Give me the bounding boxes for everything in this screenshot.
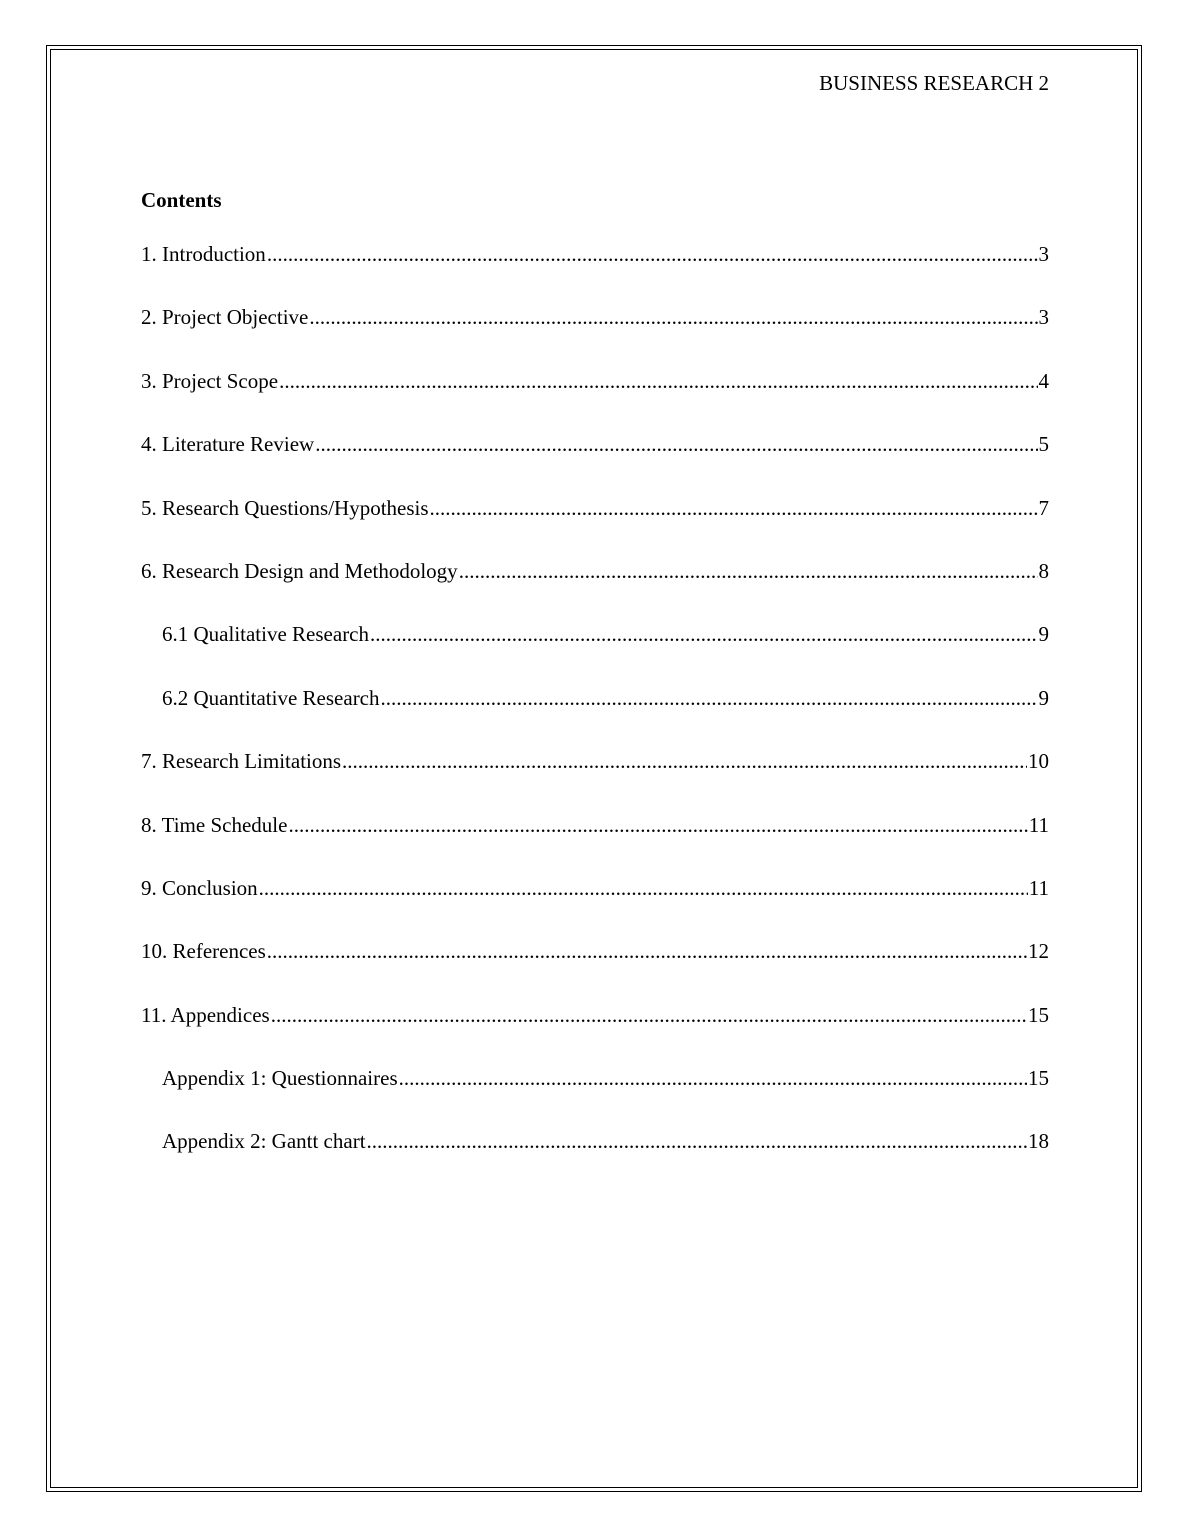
toc-entry-title: 10. References bbox=[141, 939, 266, 964]
toc-dot-leader bbox=[279, 368, 1037, 394]
toc-dot-leader bbox=[399, 1065, 1027, 1091]
toc-entry-time-schedule[interactable] bbox=[141, 812, 1049, 875]
toc-entry-title: 7. Research Limitations bbox=[141, 749, 342, 774]
toc-entry-page: 7 bbox=[1038, 495, 1049, 520]
toc-dot-leader bbox=[259, 875, 1028, 901]
toc-dot-leader bbox=[367, 1128, 1027, 1154]
toc-entry-title: 9. Conclusion bbox=[141, 875, 258, 900]
toc-dot-leader bbox=[309, 304, 1037, 330]
toc-entry-page: 18 bbox=[1028, 1129, 1049, 1154]
toc-entry-appendix-questionnaires[interactable] bbox=[141, 1065, 1049, 1128]
toc-entry-qualitative-research[interactable] bbox=[141, 621, 1049, 684]
toc-dot-leader bbox=[430, 495, 1038, 521]
toc-entry-title: 3. Project Scope bbox=[141, 368, 279, 393]
toc-entry-page: 10 bbox=[1028, 749, 1049, 774]
toc-entry-page: 11 bbox=[1028, 875, 1049, 900]
toc-entry-page: 9 bbox=[1038, 622, 1049, 647]
toc-entry-page: 15 bbox=[1028, 1002, 1049, 1027]
running-header: BUSINESS RESEARCH 2 bbox=[819, 71, 1049, 95]
toc-entry-page: 11 bbox=[1028, 812, 1049, 837]
toc-entry-title: 5. Research Questions/Hypothesis bbox=[141, 495, 429, 520]
toc-entry-page: 15 bbox=[1028, 1066, 1049, 1091]
toc-entry-page: 4 bbox=[1038, 368, 1049, 393]
toc-entry-appendix-gantt-chart[interactable] bbox=[141, 1128, 1049, 1191]
toc-entry-title: 2. Project Objective bbox=[141, 305, 309, 330]
toc-entry-title: 6. Research Design and Methodology bbox=[141, 558, 458, 583]
toc-entry-title: Appendix 2: Gantt chart bbox=[162, 1129, 366, 1154]
toc-entry-title: 4. Literature Review bbox=[141, 432, 315, 457]
toc-dot-leader bbox=[370, 621, 1037, 647]
toc-entry-project-scope[interactable] bbox=[141, 368, 1049, 431]
toc-entry-page: 5 bbox=[1038, 432, 1049, 457]
toc-entry-introduction[interactable] bbox=[141, 241, 1049, 304]
toc-dot-leader bbox=[381, 685, 1038, 711]
toc-entry-page: 3 bbox=[1038, 305, 1049, 330]
toc-entry-title: 8. Time Schedule bbox=[141, 812, 288, 837]
toc-entry-page: 12 bbox=[1028, 939, 1049, 964]
toc-dot-leader bbox=[315, 431, 1037, 457]
toc-entry-research-limitations[interactable] bbox=[141, 748, 1049, 811]
toc-dot-leader bbox=[267, 938, 1027, 964]
toc-entry-research-questions[interactable] bbox=[141, 495, 1049, 558]
toc-entry-references[interactable] bbox=[141, 938, 1049, 1001]
toc-entry-title: 11. Appendices bbox=[141, 1002, 270, 1027]
toc-dot-leader bbox=[288, 812, 1027, 838]
toc-entry-page: 9 bbox=[1038, 685, 1049, 710]
toc-entry-title: 1. Introduction bbox=[141, 242, 266, 266]
toc-entry-appendices[interactable] bbox=[141, 1002, 1049, 1065]
toc-entry-page: 8 bbox=[1038, 558, 1049, 583]
toc-entry-page: 3 bbox=[1038, 242, 1049, 266]
toc-entry-title: Appendix 1: Questionnaires bbox=[162, 1066, 398, 1091]
toc-dot-leader bbox=[267, 241, 1038, 267]
toc-entry-title: 6.1 Qualitative Research bbox=[162, 622, 370, 647]
toc-entry-research-design[interactable] bbox=[141, 558, 1049, 621]
toc-entry-literature-review[interactable] bbox=[141, 431, 1049, 494]
toc-entry-conclusion[interactable] bbox=[141, 875, 1049, 938]
toc-entry-project-objective[interactable] bbox=[141, 304, 1049, 367]
toc-dot-leader bbox=[342, 748, 1027, 774]
table-of-contents bbox=[141, 241, 1049, 1192]
toc-heading: Contents bbox=[141, 188, 222, 212]
toc-entry-quantitative-research[interactable] bbox=[141, 685, 1049, 748]
toc-dot-leader bbox=[459, 558, 1038, 584]
toc-dot-leader bbox=[271, 1002, 1027, 1028]
toc-entry-title: 6.2 Quantitative Research bbox=[162, 685, 380, 710]
